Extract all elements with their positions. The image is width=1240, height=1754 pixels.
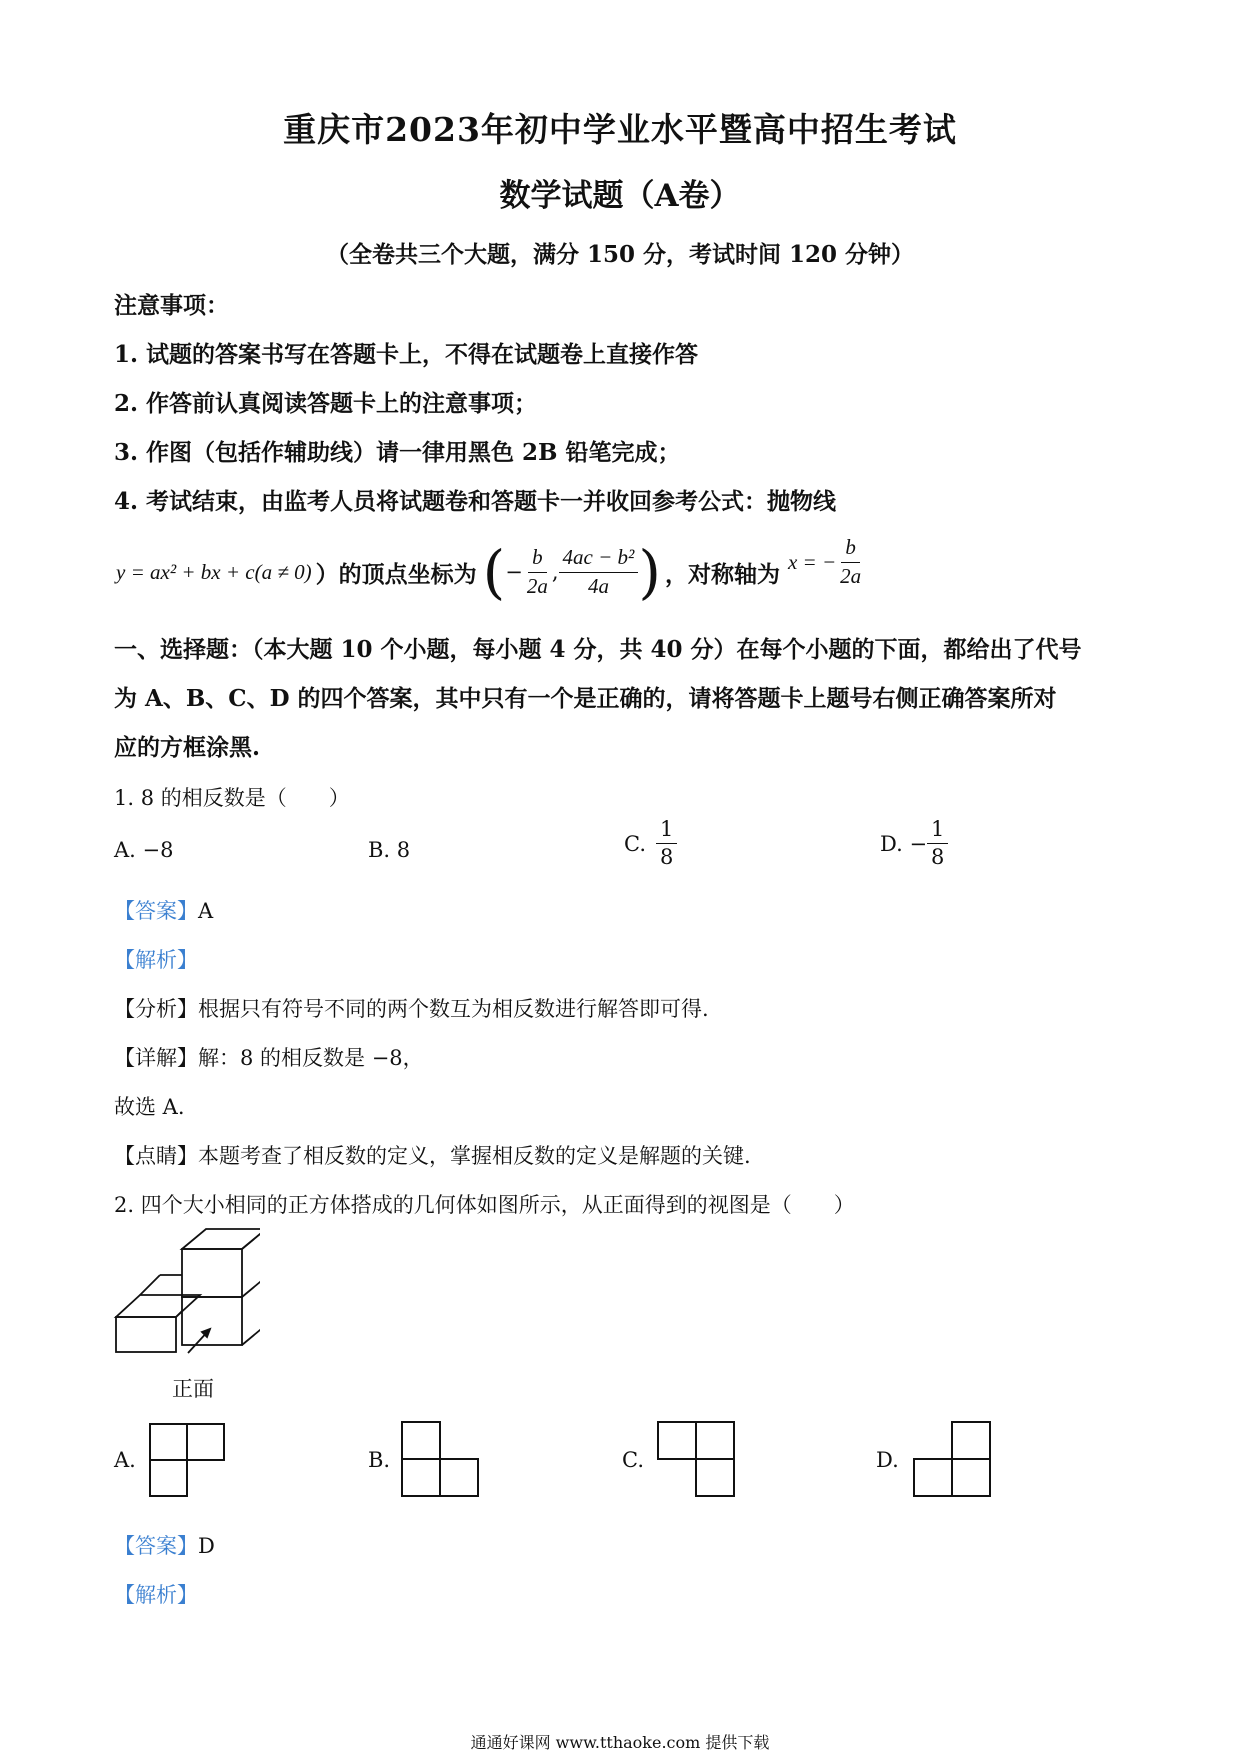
q1-analysis-tag: 【解析】 (114, 948, 198, 972)
q2-answer: 【答案】D (114, 1534, 215, 1558)
axis-formula: x = − $\frac{b}{2a}$ (787, 535, 862, 588)
note-item-4: 4. 考试结束，由监考人员将试题卷和答题卡一并收回参考公式：抛物线 (114, 488, 837, 515)
page-title: 重庆市2023年初中学业水平暨高中招生考试 (283, 110, 957, 149)
cube-figure (110, 1225, 260, 1355)
q2-option-c-label: C. (622, 1448, 644, 1472)
q2-option-a-view (148, 1422, 228, 1498)
formula-line (116, 532, 865, 612)
q1-option-c: C. $\frac{1}{8}$ (624, 818, 677, 869)
footer-credit: 通通好课网 www.tthaoke.com 提供下载 (470, 1733, 770, 1752)
q2-option-a-label: A. (114, 1448, 136, 1472)
section1-line1: 一、选择题：（本大题 10 个小题，每小题 4 分，共 40 分）在每个小题的下面，都给出了代号 (114, 636, 1082, 663)
q2-option-b-view (400, 1420, 482, 1498)
q1-dianjing: 【点睛】本题考查了相反数的定义，掌握相反数的定义是解题的关键. (114, 1144, 751, 1168)
section1-line2: 为 A、B、C、D 的四个答案，其中只有一个是正确的，请将答题卡上题号右侧正确答案所对 (114, 685, 1057, 712)
note-item-2: 2. 作答前认真阅读答题卡上的注意事项； (114, 390, 538, 417)
q1-option-d: D. − $\frac{1}{8}$ (880, 818, 948, 869)
exam-info: （全卷共三个大题，满分 150 分，考试时间 120 分钟） (325, 241, 915, 268)
q2-option-d-view (912, 1420, 994, 1498)
q2-option-d-label: D. (876, 1448, 899, 1472)
section1-line3: 应的方框涂黑. (114, 734, 261, 761)
parabola-formula: y = ax² + bx + c(a ≠ 0) (116, 559, 312, 584)
front-label: 正面 (172, 1377, 214, 1401)
vertex-coordinates: ( − $\frac{b}{2a}$ , $\frac{\text{4ac − b²}}{4a}$ ) (482, 538, 661, 606)
vertex-text: ）的顶点坐标为 (315, 560, 477, 588)
notes-heading: 注意事项： (114, 292, 229, 319)
q1-xiangjie: 【详解】解：8 的相反数是 −8， (114, 1046, 424, 1070)
q1-option-a: A. −8 (114, 838, 174, 862)
vertex-y-fraction: $\frac{\text{4ac − b²}}{4a}$ (559, 546, 639, 597)
vertex-x-fraction: $\frac{b}{2a}$ (526, 545, 548, 598)
q2-option-c-view (656, 1420, 738, 1498)
q1-guxuan: 故选 A. (114, 1095, 185, 1119)
page-subtitle: 数学试题（A卷） (499, 178, 741, 214)
q2-analysis-tag: 【解析】 (114, 1583, 198, 1607)
q1-option-b: B. 8 (368, 838, 411, 862)
q1-stem: 1. 8 的相反数是（ ） (114, 786, 350, 810)
q1-answer: 【答案】A (114, 899, 214, 923)
q2-stem: 2. 四个大小相同的正方体搭成的几何体如图所示，从正面得到的视图是（ ） (114, 1193, 855, 1217)
q2-option-b-label: B. (368, 1448, 391, 1472)
note-item-1: 1. 试题的答案书写在答题卡上，不得在试题卷上直接作答 (114, 341, 699, 368)
note-item-3: 3. 作图（包括作辅助线）请一律用黑色 2B 铅笔完成； (114, 439, 681, 466)
axis-text: ，对称轴为 (664, 560, 780, 588)
q1-fenxi: 【分析】根据只有符号不同的两个数互为相反数进行解答即可得. (114, 997, 709, 1021)
